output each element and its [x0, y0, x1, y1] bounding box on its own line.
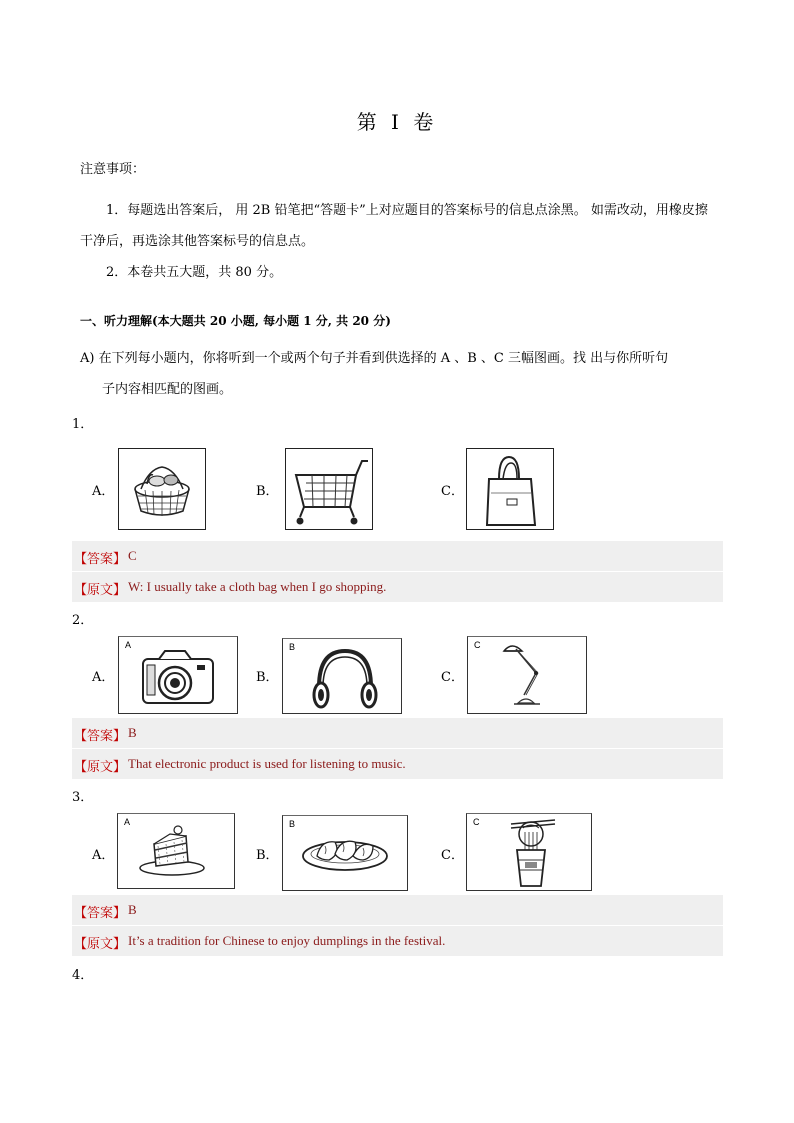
- answer-key: 【答案】: [74, 729, 127, 744]
- section-title: 一、听力理解(本大题共 20 小题, 每小题 1 分, 共 20 分): [80, 314, 391, 328]
- transcript-key: 【原文】: [74, 937, 127, 952]
- question-number: 1．: [72, 417, 94, 432]
- option-a-label: A．: [92, 848, 115, 863]
- answer-row: [72, 541, 723, 571]
- headphones-icon: [283, 639, 401, 713]
- notice-item-1: 1．每题选出答案后， 用 2B 铅笔把“答题卡”上对应题目的答案标号的信息点涂黑。 如需改动，用橡皮擦: [106, 203, 708, 218]
- option-b-label: B．: [256, 670, 279, 685]
- notice-heading: 注意事项：: [80, 162, 146, 177]
- option-b-label: B．: [256, 848, 279, 863]
- transcript-key: 【原文】: [74, 760, 127, 775]
- option-a-label: A．: [92, 484, 115, 499]
- option-b-label: B．: [256, 484, 279, 499]
- picture-letter: C: [474, 640, 481, 650]
- cloth-bag-icon: [467, 449, 553, 529]
- transcript-text: That electronic product is used for listening to music.: [128, 756, 406, 771]
- option-c-picture: [466, 813, 592, 891]
- picture-letter: A: [125, 640, 132, 650]
- transcript-row: [72, 749, 723, 779]
- dumplings-icon: [283, 816, 407, 890]
- notice-item-1-cont: 干净后，再选涂其他答案标号的信息点。: [80, 234, 315, 249]
- option-c-picture: [467, 636, 587, 714]
- option-b-picture: [282, 638, 402, 714]
- answer-value: C: [128, 548, 137, 563]
- basket-icon: [119, 449, 205, 529]
- answer-key: 【答案】: [74, 552, 127, 567]
- option-c-label: C．: [441, 848, 464, 863]
- question-number: 2．: [72, 613, 94, 628]
- option-b-picture: [285, 448, 373, 530]
- answer-row: [72, 895, 723, 925]
- transcript-row: [72, 926, 723, 956]
- transcript-text: It’s a tradition for Chinese to enjoy dumplings in the festival.: [128, 933, 446, 948]
- answer-value: B: [128, 725, 137, 740]
- noodles-icon: [467, 814, 591, 890]
- picture-letter: A: [124, 817, 131, 827]
- answer-key: 【答案】: [74, 906, 127, 921]
- option-a-label: A．: [92, 670, 115, 685]
- picture-letter: B: [289, 642, 296, 652]
- page-title: 第 I 卷: [356, 110, 438, 134]
- option-a-picture: [117, 813, 235, 889]
- notice-item-2: 2．本卷共五大题，共 80 分。: [106, 265, 283, 280]
- transcript-key: 【原文】: [74, 583, 127, 598]
- cake-icon: [118, 814, 234, 888]
- transcript-row: [72, 572, 723, 602]
- question-number: 4．: [72, 968, 94, 983]
- option-c-label: C．: [441, 484, 464, 499]
- section-a-instruction: A) 在下列每小题内，你将听到一个或两个句子并看到供选择的 A 、B 、C 三幅图画。找 出与你所听句: [80, 351, 669, 366]
- answer-row: [72, 718, 723, 748]
- question-number: 3．: [72, 790, 94, 805]
- camera-icon: [119, 637, 237, 713]
- picture-letter: B: [289, 819, 296, 829]
- transcript-text: W: I usually take a cloth bag when I go shopping.: [128, 579, 387, 594]
- section-a-instruction-cont: 子内容相匹配的图画。: [102, 382, 233, 397]
- picture-letter: C: [473, 817, 480, 827]
- desk-lamp-icon: [468, 637, 586, 713]
- option-c-picture: [466, 448, 554, 530]
- option-b-picture: [282, 815, 408, 891]
- shopping-cart-icon: [286, 449, 372, 529]
- option-a-picture: [118, 636, 238, 714]
- answer-value: B: [128, 902, 137, 917]
- option-c-label: C．: [441, 670, 464, 685]
- option-a-picture: [118, 448, 206, 530]
